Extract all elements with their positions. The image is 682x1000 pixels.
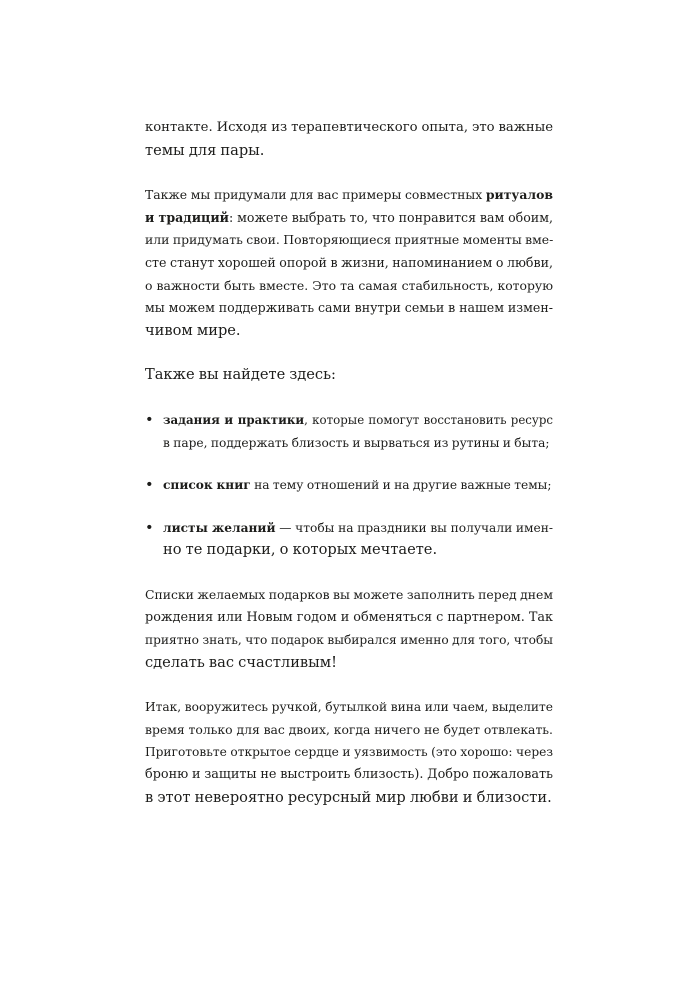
bullet-list: [145, 409, 553, 562]
bullet-icon: •: [145, 410, 154, 428]
text-line: броню и защиты не выстроить близость). Добро пожаловать: [145, 767, 553, 783]
text-line: [145, 207, 553, 230]
bullet-icon: •: [145, 476, 154, 494]
text-line: контакте. Исходя из терапевтического опыта, это важные: [145, 120, 553, 135]
text-line: время только для вас двоих, когда ничего не будет отвлекать.: [145, 721, 553, 737]
text-segment: , которые помогут восстановить ресурс: [304, 412, 554, 427]
page-body-text: [145, 117, 553, 831]
text-segment: Также мы придумали для вас примеры совместных: [145, 187, 486, 203]
text-line: Приготовьте открытое сердце и уязвимость (это хорошо: через: [145, 745, 553, 760]
text-segment: : можете выбрать то, что понравится вам обоим,: [229, 209, 554, 225]
paragraph-rituals: [145, 184, 553, 342]
text-line: в паре, поддержать близость и вырваться из рутины и быта;: [163, 435, 550, 450]
text-line: [163, 474, 553, 497]
list-item: [145, 409, 553, 454]
text-line: Итак, вооружитесь ручкой, бутылкой вина или чаем, выделите: [145, 700, 553, 715]
paragraph-intro-list: [145, 364, 553, 387]
text-segment: — чтобы на праздники вы получали имен-: [275, 520, 553, 535]
list-item: [145, 474, 553, 497]
bold-term-traditions: и традиций: [145, 209, 230, 225]
text-line: Также вы найдете здесь:: [145, 366, 336, 384]
text-line: Списки желаемых подарков вы можете заполнить перед днем: [145, 586, 553, 602]
paragraph-continuation: [145, 117, 553, 162]
bold-term: листы желаний: [163, 520, 276, 535]
text-line: чивом мире.: [145, 321, 241, 339]
paragraph-wishlists: [145, 584, 553, 674]
bold-term: задания и практики: [163, 412, 305, 427]
text-line: или придумать свои. Повторяющиеся приятные моменты вме-: [145, 232, 554, 248]
text-line: приятно знать, что подарок выбирался именно для того, чтобы: [145, 633, 553, 648]
bullet-icon: •: [145, 518, 154, 536]
text-line: мы можем поддерживать сами внутри семьи в нашем измен-: [145, 300, 553, 316]
text-line: сделать вас счастливым!: [145, 653, 337, 671]
text-line: рождения или Новым годом и обменяться с партнером. Так: [145, 609, 553, 625]
text-line: сте станут хорошей опорой в жизни, напоминанием о любви,: [145, 254, 553, 270]
text-line: но те подарки, о которых мечтаете.: [163, 541, 438, 559]
text-line: [163, 409, 553, 432]
text-line: [163, 517, 553, 540]
text-segment: на тему отношений и на другие важные темы;: [250, 478, 552, 493]
paragraph-welcome: [145, 696, 553, 809]
text-line: [145, 184, 553, 207]
bold-term: список книг: [163, 478, 251, 493]
bold-term-rituals: ритуалов: [485, 187, 553, 203]
text-line: темы для пары.: [145, 141, 265, 159]
text-line: о важности быть вместе. Это та самая стабильность, которую: [145, 277, 553, 293]
text-line: в этот невероятно ресурсный мир любви и близости.: [145, 788, 552, 806]
list-item: [145, 517, 553, 562]
